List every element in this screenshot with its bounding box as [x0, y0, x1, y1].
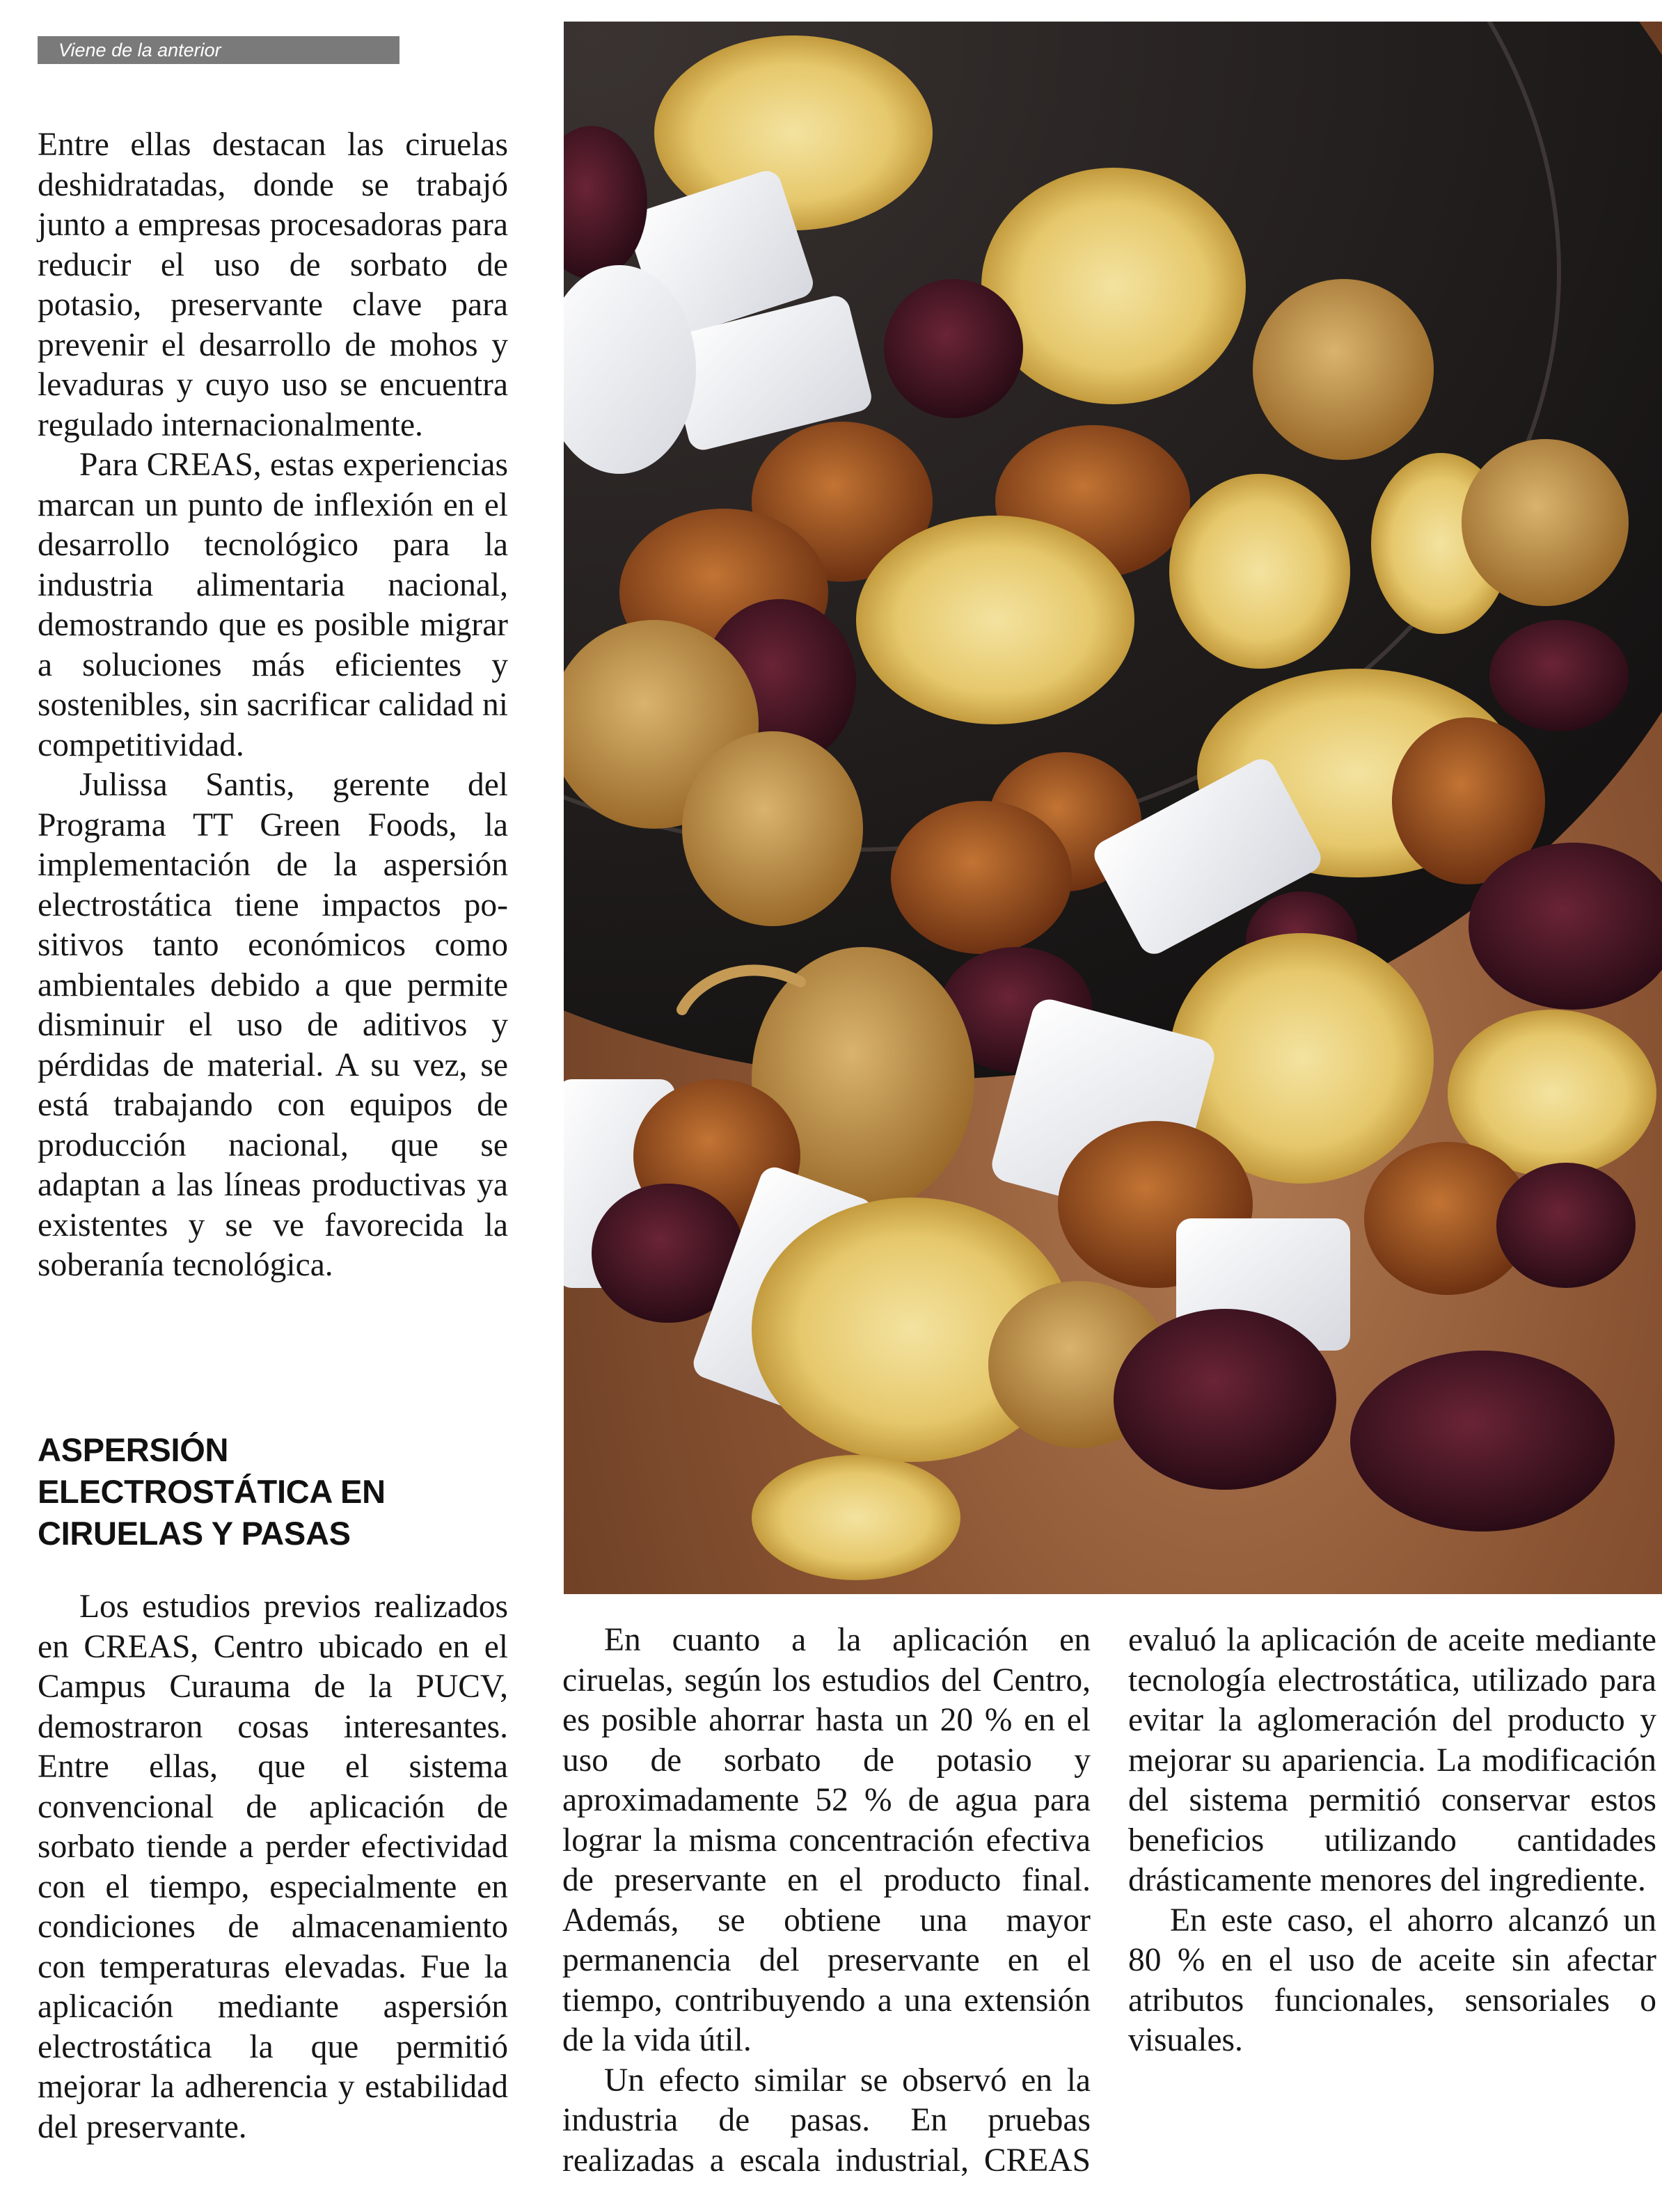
section-paragraph-3: Un efecto similar se observó en la industria de pasas. En pruebas realizadas a escala industrial, CREAS evaluó la aplicación de aceite mediante tecnología electrostática, utilizado para evitar la aglomeración del producto y mejorar su apariencia. La modificación del sistema permitió conservar estos beneficios utilizando cantidades drásticamente menores del ingrediente. [562, 1622, 1656, 2179]
section-column-1 [38, 1587, 508, 2147]
section-paragraph-1: Los estudios previos realizados en CREAS, Centro ubicado en el Campus Curauma de la PUCV, demostraron cosas interesantes. Entre ellas, que el sistema convencional de aplicación de sorbato tiende a perder efectividad con el tiempo, especialmente en condiciones de almacenamiento con temperaturas elevadas. Fue la aplicación mediante aspersión electrostática la que permitió mejorar la adherencia y estabilidad del preservante. [38, 1589, 508, 2145]
dried-fruit-photo [564, 22, 1662, 1594]
section-columns-2-3 [562, 1621, 1656, 2212]
intro-paragraph-3: Julissa Santis, gerente del Programa TT Green Foods, la implementación de la aspersión electrostática tiene impactos positivos tanto económicos como ambientales debido a que permite disminuir el uso de aditivos y pérdidas de material. A su vez, se está trabajando con equipos de producción nacional, que se adaptan a las líneas productivas ya existentes y se ve favorecida la soberanía tecnológica. [38, 767, 508, 1283]
intro-paragraph-2: Para CREAS, estas experiencias marcan un punto de inflexión en el desarrollo tecnológico para la industria alimentaria nacional, demostrando que es posible migrar a soluciones más eficientes y sostenibles, sin sacrificar calidad ni competitividad. [38, 447, 508, 763]
intro-paragraph-1: Entre ellas destacan las ciruelas deshidratadas, donde se trabajó junto a empresas procesadoras para reducir el uso de sorbato de potasio, preservante clave para prevenir el desarrollo de mohos y levaduras y cuyo uso se encuentra regulado internacionalmente. [38, 127, 508, 443]
intro-column [38, 125, 508, 1286]
section-heading: ASPERSIÓN ELECTROSTÁTICA EN CIRUELAS Y PASAS [38, 1431, 386, 1552]
section-paragraph-4: En este caso, el ahorro alcanzó un 80 % en el uso de aceite sin afectar atributos funcionales, sensoriales o visuales. [1128, 1902, 1656, 2058]
section-paragraph-2: En cuanto a la aplicación en ciruelas, según los estudios del Centro, es posible ahorrar hasta un 20 % en el uso de sorbato de potasio y aproximadamente 52 % de agua para lograr la misma concentración efectiva de preservante en el producto final. Además, se obtiene una mayor permanencia del preservante en el tiempo, contribuyendo a una extensión de la vida útil. [562, 1622, 1091, 2058]
continued-from-previous-tag: Viene de la anterior [38, 36, 399, 64]
